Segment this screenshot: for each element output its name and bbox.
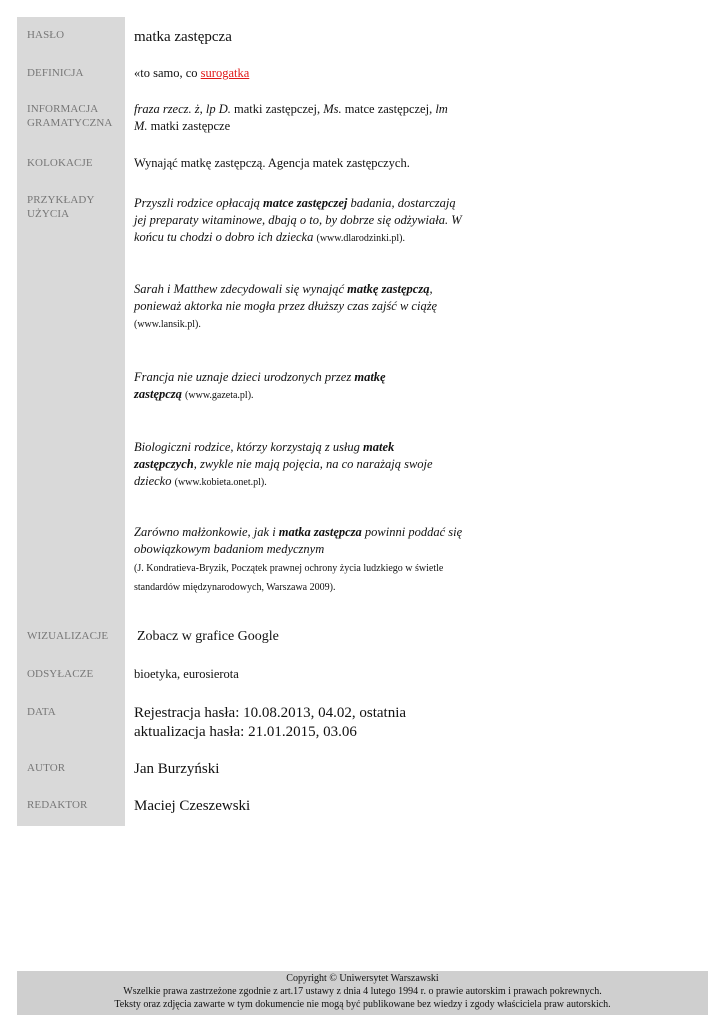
collocations: Wynająć matkę zastępczą. Agencja matek zastępczych. xyxy=(134,156,410,170)
editor-name: Maciej Czeszewski xyxy=(134,798,251,814)
grammar-info xyxy=(134,101,454,135)
label-line: UŻYCIA xyxy=(27,208,70,220)
example-source: (www.gazeta.pl). xyxy=(185,390,254,401)
example-text: Zarówno małżonkowie, jak i xyxy=(134,525,279,539)
headword: matka zastępcza xyxy=(134,29,232,45)
label-odsylacze: ODSYŁACZE xyxy=(27,668,94,680)
example-keyword: matkę zastępczą xyxy=(134,370,386,401)
label-autor: AUTOR xyxy=(27,762,66,774)
date-line: Rejestracja hasła: 10.08.2013, 04.02, ostatnia xyxy=(134,705,407,721)
example-source: (www.lansik.pl). xyxy=(134,319,201,330)
definition-link-surogatka[interactable]: surogatka xyxy=(200,66,250,80)
date-line: aktualizacja hasła: 21.01.2015, 03.06 xyxy=(134,724,357,740)
example-4 xyxy=(134,439,454,491)
example-source: (www.kobieta.onet.pl). xyxy=(174,477,267,488)
example-text: , ponieważ aktorka nie mogła przez dłuższy czas zajść w ciążę xyxy=(134,282,438,313)
example-1 xyxy=(134,195,464,247)
footer-copyright: Copyright © Uniwersytet Warszawski xyxy=(286,973,439,984)
example-5 xyxy=(134,524,464,558)
example-text: Sarah i Matthew zdecydowali się wynająć xyxy=(134,282,348,296)
example-source: (www.dlarodzinki.pl). xyxy=(316,233,405,244)
label-informacja-gramatyczna xyxy=(27,102,122,130)
example-text: Przyszli rodzice opłacają xyxy=(134,196,264,210)
example-source: (J. Kondratieva-Bryzik, Początek prawnej ochrony życia ludzkiego w świetle xyxy=(134,563,444,574)
grammar-part: matki zastępcze xyxy=(147,119,231,133)
example-keyword: matka zastępcza xyxy=(278,525,362,539)
grammar-part: matki zastępczej, xyxy=(230,102,324,116)
label-data: DATA xyxy=(27,706,56,718)
label-wizualizacje: WIZUALIZACJE xyxy=(27,630,109,642)
grammar-part: lm xyxy=(435,102,448,116)
example-text: Francja nie uznaje dzieci urodzonych przez xyxy=(134,370,355,384)
example-keyword: matek zastępczych xyxy=(134,440,395,471)
label-redaktor: REDAKTOR xyxy=(27,799,88,811)
label-line: GRAMATYCZNA xyxy=(27,117,113,129)
copyright-footer xyxy=(17,971,708,1015)
example-text: Biologiczni rodzice, którzy korzystają z usług xyxy=(134,440,364,454)
grammar-part: M. xyxy=(134,119,148,133)
example-3 xyxy=(134,369,394,404)
example-5-source xyxy=(134,559,474,597)
example-text: powinni poddać się obowiązkowym badaniom medycznym xyxy=(134,525,463,556)
grammar-part: fraza rzecz. ż, lp D. xyxy=(134,102,231,116)
label-przyklady-uzycia xyxy=(27,193,122,221)
author-name: Jan Burzyński xyxy=(134,761,220,777)
cross-references: bioetyka, eurosierota xyxy=(134,667,239,681)
google-images-link[interactable]: Zobacz w grafice Google xyxy=(137,629,279,644)
label-haslo: HASŁO xyxy=(27,29,65,41)
example-text: , zwykle nie mają pojęcia, na co narażają swoje dziecko xyxy=(134,457,433,488)
definition-text: «to samo, co xyxy=(134,66,201,80)
label-definicja: DEFINICJA xyxy=(27,67,84,79)
example-keyword: matce zastępczej xyxy=(263,196,348,210)
example-keyword: matkę zastępczą xyxy=(347,282,430,296)
definition xyxy=(134,65,474,82)
footer-rights: Wszelkie prawa zastrzeżone zgodnie z art.17 ustawy z dnia 4 lutego 1994 r. o prawie autorskim i prawach pokrewnych. xyxy=(123,986,602,997)
footer-notice: Teksty oraz zdjęcia zawarte w tym dokumencie nie mogą być publikowane bez wiedzy i zgody właściciela praw autorskich. xyxy=(114,999,611,1010)
grammar-part: Ms. xyxy=(323,102,342,116)
label-line: PRZYKŁADY xyxy=(27,194,95,206)
example-text: badania, dostarczają jej preparaty witaminowe, dbają o to, by dobrze się odżywiała. W końcu tu chodzi o dobro ich dziecka xyxy=(134,196,462,244)
entry-dates xyxy=(134,704,454,742)
example-2 xyxy=(134,281,464,333)
label-kolokacje: KOLOKACJE xyxy=(27,157,93,169)
label-line: INFORMACJA xyxy=(27,103,99,115)
grammar-part: matce zastępczej, xyxy=(341,102,436,116)
example-source: standardów międzynarodowych, Warszawa 2009). xyxy=(134,582,336,593)
